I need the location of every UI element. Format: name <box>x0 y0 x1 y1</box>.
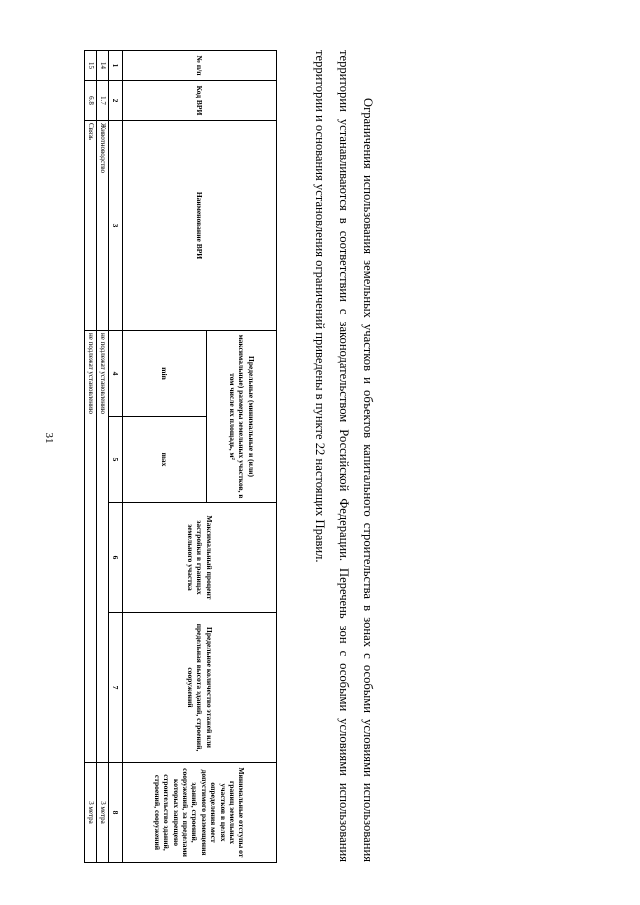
table-row <box>85 51 97 863</box>
col-number: 6 <box>109 503 123 613</box>
col-number: 2 <box>109 81 123 121</box>
restrictions-paragraph-area <box>280 50 380 862</box>
row-num: 15 <box>85 51 97 81</box>
header-min: min <box>123 331 207 417</box>
row-setback: 3 метра <box>97 763 109 863</box>
regulations-table-area <box>65 50 277 862</box>
row-area-note: не подлежат установлению <box>97 331 109 763</box>
row-setback: 3 метра <box>85 763 97 863</box>
col-number: 3 <box>109 121 123 331</box>
row-name: Связь <box>85 121 97 331</box>
regulations-table <box>84 50 277 863</box>
row-num: 14 <box>97 51 109 81</box>
header-area-group: Предельные (минимальные и (или) максимальные) размеры земельных участков, в том числе их площадь, м² <box>207 331 277 503</box>
header-max-percent: Максимальный процент застройки в границах земельного участка <box>123 503 277 613</box>
row-code: 1.7 <box>97 81 109 121</box>
row-area-note: не подлежат установлению <box>85 331 97 763</box>
col-number: 8 <box>109 763 123 863</box>
row-name: Животноводство <box>97 121 109 331</box>
col-number: 7 <box>109 613 123 763</box>
header-code: Код ВРИ <box>123 81 277 121</box>
col-number: 1 <box>109 51 123 81</box>
header-floors: Предельное количество этажей или предельная высота зданий, строений, сооружений <box>123 613 277 763</box>
numbering-row <box>109 51 123 863</box>
header-name: Наименование ВРИ <box>123 121 277 331</box>
col-number: 5 <box>109 417 123 503</box>
header-num: № п/п <box>123 51 277 81</box>
table-row <box>97 51 109 863</box>
header-max: max <box>123 417 207 503</box>
col-number: 4 <box>109 331 123 417</box>
row-code: 6.8 <box>85 81 97 121</box>
page-number: 31 <box>43 432 55 444</box>
restrictions-paragraph: Ограничения использования земельных участков и объектов капитального строительства в зонах с особыми условиями использования территории устанавливаются в соответствии с законодательством Российской Федерации. Перечень зон с особыми условиями использования территории и основания установления ограничений приведены в пункте 22 настоящих Правил. <box>313 50 375 862</box>
header-setbacks: Минимальные отступы от границ земельных участков в целях определения мест допустимого размещения зданий, строений, сооружений, за пределами которых запрещено строительство зданий, строений, сооружений <box>123 763 277 863</box>
